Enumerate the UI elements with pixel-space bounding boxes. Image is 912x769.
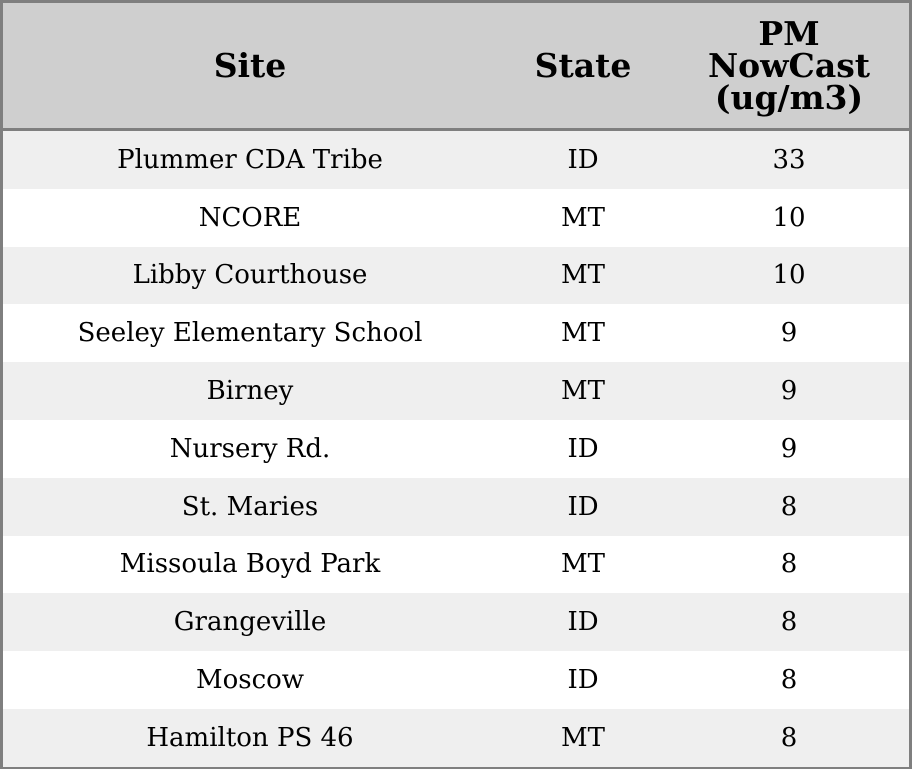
- cell-pm-nowcast: 8: [780, 549, 798, 580]
- cell-site: NCORE: [198, 202, 302, 233]
- cell-state: ID: [567, 491, 599, 522]
- cell-pm-nowcast: 10: [772, 202, 806, 233]
- cell-pm-nowcast: 10: [772, 260, 806, 291]
- table-row: [3, 420, 909, 478]
- cell-state: MT: [561, 202, 605, 233]
- table-row: [3, 536, 909, 594]
- cell-site: Seeley Elementary School: [77, 318, 423, 349]
- column-header-pm-line-3: (ug/m3): [714, 77, 864, 117]
- cell-pm-nowcast: 8: [780, 722, 798, 753]
- cell-site: Moscow: [195, 665, 305, 696]
- table-row: [3, 362, 909, 420]
- cell-pm-nowcast: 9: [780, 433, 798, 464]
- table-row: [3, 304, 909, 362]
- column-header-pm-line-1: PM: [758, 13, 820, 53]
- column-header-pm-nowcast: [669, 3, 909, 128]
- cell-pm-nowcast: 8: [780, 607, 798, 638]
- cell-site: Grangeville: [173, 607, 327, 638]
- cell-state: MT: [561, 376, 605, 407]
- cell-pm-nowcast: 9: [780, 376, 798, 407]
- cell-site: Missoula Boyd Park: [119, 549, 381, 580]
- column-header-state: [497, 3, 669, 128]
- table-row: [3, 189, 909, 247]
- table-row: [3, 131, 909, 189]
- cell-site: Hamilton PS 46: [146, 722, 354, 753]
- column-header-state-label: State: [534, 45, 632, 85]
- cell-state: MT: [561, 722, 605, 753]
- cell-pm-nowcast: 9: [780, 318, 798, 349]
- cell-state: ID: [567, 607, 599, 638]
- cell-state: ID: [567, 144, 599, 175]
- table-body: [3, 131, 909, 766]
- table-row: [3, 247, 909, 305]
- cell-state: ID: [567, 665, 599, 696]
- cell-site: Plummer CDA Tribe: [117, 144, 383, 175]
- table-row: [3, 593, 909, 651]
- cell-site: Nursery Rd.: [169, 433, 331, 464]
- table-row: [3, 478, 909, 536]
- cell-pm-nowcast: 8: [780, 491, 798, 522]
- column-header-pm-line-2: NowCast: [707, 45, 871, 85]
- cell-site: Birney: [206, 376, 294, 407]
- cell-site: St. Maries: [181, 491, 319, 522]
- cell-state: MT: [561, 549, 605, 580]
- cell-state: MT: [561, 318, 605, 349]
- table-row: [3, 709, 909, 767]
- column-header-site: [3, 3, 497, 128]
- cell-pm-nowcast: 8: [780, 665, 798, 696]
- cell-pm-nowcast: 33: [772, 144, 806, 175]
- cell-state: ID: [567, 433, 599, 464]
- cell-state: MT: [561, 260, 605, 291]
- table-header: [3, 3, 909, 128]
- cell-site: Libby Courthouse: [132, 260, 368, 291]
- column-header-site-label: Site: [213, 45, 287, 85]
- table-row: [3, 651, 909, 709]
